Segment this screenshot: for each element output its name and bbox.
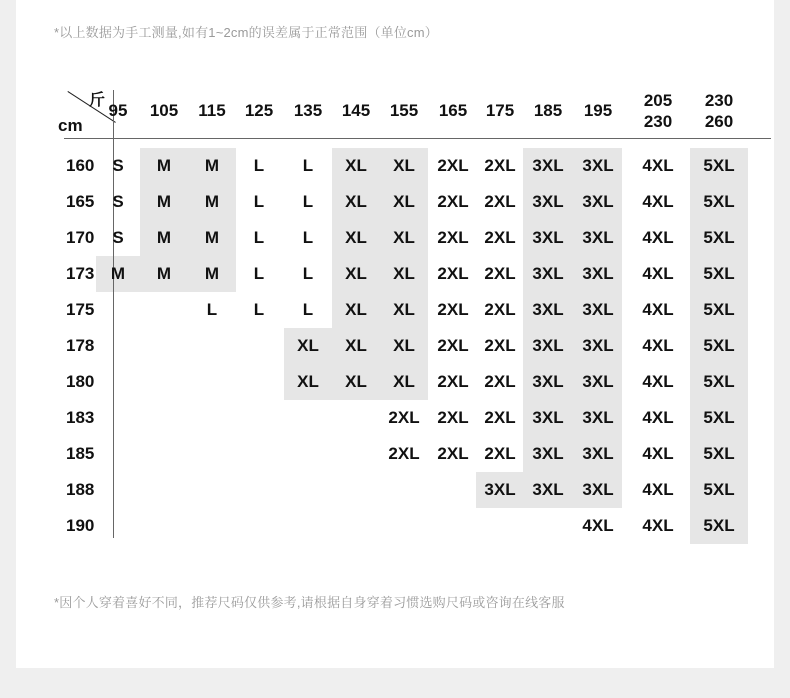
size-cell: 5XL [703, 516, 735, 535]
weight-value: 185 [533, 101, 563, 120]
weight-column-header [235, 100, 283, 121]
weight-column-header [524, 100, 572, 121]
size-cell: M [204, 156, 220, 175]
weight-value: 230 [704, 91, 734, 110]
size-cell: 2XL [437, 336, 469, 355]
weight-value: 125 [244, 101, 274, 120]
size-cell: 3XL [484, 480, 516, 499]
weight-value: 205 [643, 91, 673, 110]
weight-value: 230 [643, 112, 673, 131]
weight-column-header [380, 100, 428, 121]
size-cell: 4XL [642, 156, 674, 175]
size-cell: XL [345, 264, 367, 283]
size-cell: L [302, 300, 314, 319]
size-cell: 2XL [388, 408, 420, 427]
height-row-header: 188 [66, 480, 95, 499]
height-row-header: 170 [66, 228, 95, 247]
size-cell: XL [345, 336, 367, 355]
size-cell: XL [297, 336, 319, 355]
size-cell: L [253, 300, 265, 319]
size-cell: 4XL [642, 372, 674, 391]
height-row-header: 178 [66, 336, 95, 355]
horizontal-divider [64, 138, 771, 139]
size-cell: 2XL [437, 156, 469, 175]
size-cell: 3XL [582, 444, 614, 463]
size-cell: M [156, 192, 172, 211]
size-cell: S [112, 228, 124, 247]
size-cell: 3XL [532, 336, 564, 355]
size-cell: XL [345, 228, 367, 247]
size-cell: XL [345, 372, 367, 391]
size-chart-card [16, 0, 774, 668]
size-cell: 5XL [703, 480, 735, 499]
size-cell: L [253, 228, 265, 247]
height-row-header: 180 [66, 372, 95, 391]
size-cell: 3XL [582, 228, 614, 247]
size-cell: 3XL [532, 480, 564, 499]
size-cell: 2XL [484, 228, 516, 247]
size-cell: 4XL [642, 408, 674, 427]
height-unit-label: cm [58, 116, 83, 135]
size-cell: 3XL [582, 156, 614, 175]
size-cell: 2XL [388, 444, 420, 463]
size-cell: XL [345, 156, 367, 175]
measurement-note: *以上数据为手工测量,如有1~2cm的误差属于正常范围（单位cm） [54, 25, 438, 40]
weight-value: 155 [389, 101, 419, 120]
size-cell: 5XL [703, 372, 735, 391]
size-cell: 2XL [484, 156, 516, 175]
weight-value: 135 [293, 101, 323, 120]
size-cell: 2XL [437, 192, 469, 211]
weight-value: 115 [198, 101, 226, 120]
size-cell: 5XL [703, 444, 735, 463]
size-cell: 5XL [703, 228, 735, 247]
size-cell: M [156, 228, 172, 247]
weight-value: 165 [438, 101, 468, 120]
size-cell: S [112, 156, 124, 175]
size-cell: 5XL [703, 300, 735, 319]
size-cell: M [156, 156, 172, 175]
weight-column-header [94, 100, 142, 121]
weight-value: 95 [108, 101, 128, 120]
size-cell: XL [297, 372, 319, 391]
size-cell: 4XL [582, 516, 614, 535]
size-cell: 5XL [703, 336, 735, 355]
weight-column-header [634, 90, 682, 132]
size-cell: XL [393, 300, 415, 319]
size-cell: L [302, 156, 314, 175]
size-cell: 3XL [532, 372, 564, 391]
size-cell: 2XL [484, 300, 516, 319]
size-cell: 3XL [582, 264, 614, 283]
weight-column-header [140, 100, 188, 121]
size-cell: 5XL [703, 156, 735, 175]
size-cell: L [206, 300, 218, 319]
size-cell: XL [393, 372, 415, 391]
weight-value: 175 [485, 101, 515, 120]
size-cell: 3XL [582, 192, 614, 211]
size-cell: M [204, 228, 220, 247]
height-row-header: 160 [66, 156, 95, 175]
size-cell: 3XL [532, 192, 564, 211]
size-cell: 3XL [532, 300, 564, 319]
size-cell: 2XL [437, 444, 469, 463]
size-cell: XL [393, 228, 415, 247]
weight-value: 195 [583, 101, 613, 120]
size-cell: S [112, 192, 124, 211]
weight-column-header [574, 100, 622, 121]
size-cell: 4XL [642, 192, 674, 211]
size-cell: 3XL [582, 480, 614, 499]
height-row-header: 165 [66, 192, 95, 211]
size-cell: M [110, 264, 126, 283]
size-cell: XL [393, 336, 415, 355]
size-cell: XL [345, 300, 367, 319]
height-row-header: 183 [66, 408, 95, 427]
size-cell: 2XL [437, 264, 469, 283]
size-cell: 4XL [642, 516, 674, 535]
size-cell: L [302, 192, 314, 211]
size-cell: 5XL [703, 408, 735, 427]
size-cell: 3XL [532, 444, 564, 463]
size-cell: 2XL [484, 192, 516, 211]
size-cell: 4XL [642, 300, 674, 319]
size-cell: 4XL [642, 228, 674, 247]
weight-column-header [332, 100, 380, 121]
size-cell: 2XL [484, 264, 516, 283]
height-row-header: 185 [66, 444, 95, 463]
size-cell: 2XL [484, 444, 516, 463]
size-cell: 3XL [582, 372, 614, 391]
size-cell: L [253, 264, 265, 283]
weight-column-header [429, 100, 477, 121]
size-cell: XL [393, 264, 415, 283]
size-cell: XL [393, 156, 415, 175]
size-cell: 3XL [582, 300, 614, 319]
weight-unit-label: 斤 [89, 92, 106, 109]
size-cell: XL [345, 192, 367, 211]
size-cell: 2XL [484, 336, 516, 355]
size-cell: 2XL [484, 372, 516, 391]
size-cell: 3XL [582, 336, 614, 355]
size-cell: M [204, 264, 220, 283]
size-cell: 2XL [437, 372, 469, 391]
size-cell: L [253, 192, 265, 211]
size-cell: 3XL [532, 156, 564, 175]
size-cell: 3XL [532, 228, 564, 247]
weight-column-header [284, 100, 332, 121]
size-cell: 2XL [437, 408, 469, 427]
weight-value: 145 [341, 101, 371, 120]
size-cell: 3XL [532, 264, 564, 283]
size-cell: M [204, 192, 220, 211]
size-cell: 2XL [437, 300, 469, 319]
recommendation-note: *因个人穿着喜好不同，推荐尺码仅供参考,请根据自身穿着习惯选购尺码或咨询在线客服 [54, 595, 565, 610]
size-cell: XL [393, 192, 415, 211]
weight-value: 260 [704, 112, 734, 131]
height-row-header: 175 [66, 300, 95, 319]
size-cell: M [156, 264, 172, 283]
size-cell: L [302, 264, 314, 283]
height-row-header: 190 [66, 516, 95, 535]
size-cell: 4XL [642, 480, 674, 499]
weight-column-header [188, 100, 236, 121]
size-cell: 2XL [484, 408, 516, 427]
size-cell: L [302, 228, 314, 247]
size-cell: L [253, 156, 265, 175]
size-cell: 3XL [532, 408, 564, 427]
size-cell: 5XL [703, 264, 735, 283]
size-cell: 3XL [582, 408, 614, 427]
size-cell: 4XL [642, 444, 674, 463]
size-cell: 5XL [703, 192, 735, 211]
weight-column-header [695, 90, 743, 132]
size-cell: 2XL [437, 228, 469, 247]
size-cell: 4XL [642, 336, 674, 355]
weight-column-header [476, 100, 524, 121]
size-cell: 4XL [642, 264, 674, 283]
height-row-header: 173 [66, 264, 95, 283]
weight-value: 105 [149, 101, 179, 120]
